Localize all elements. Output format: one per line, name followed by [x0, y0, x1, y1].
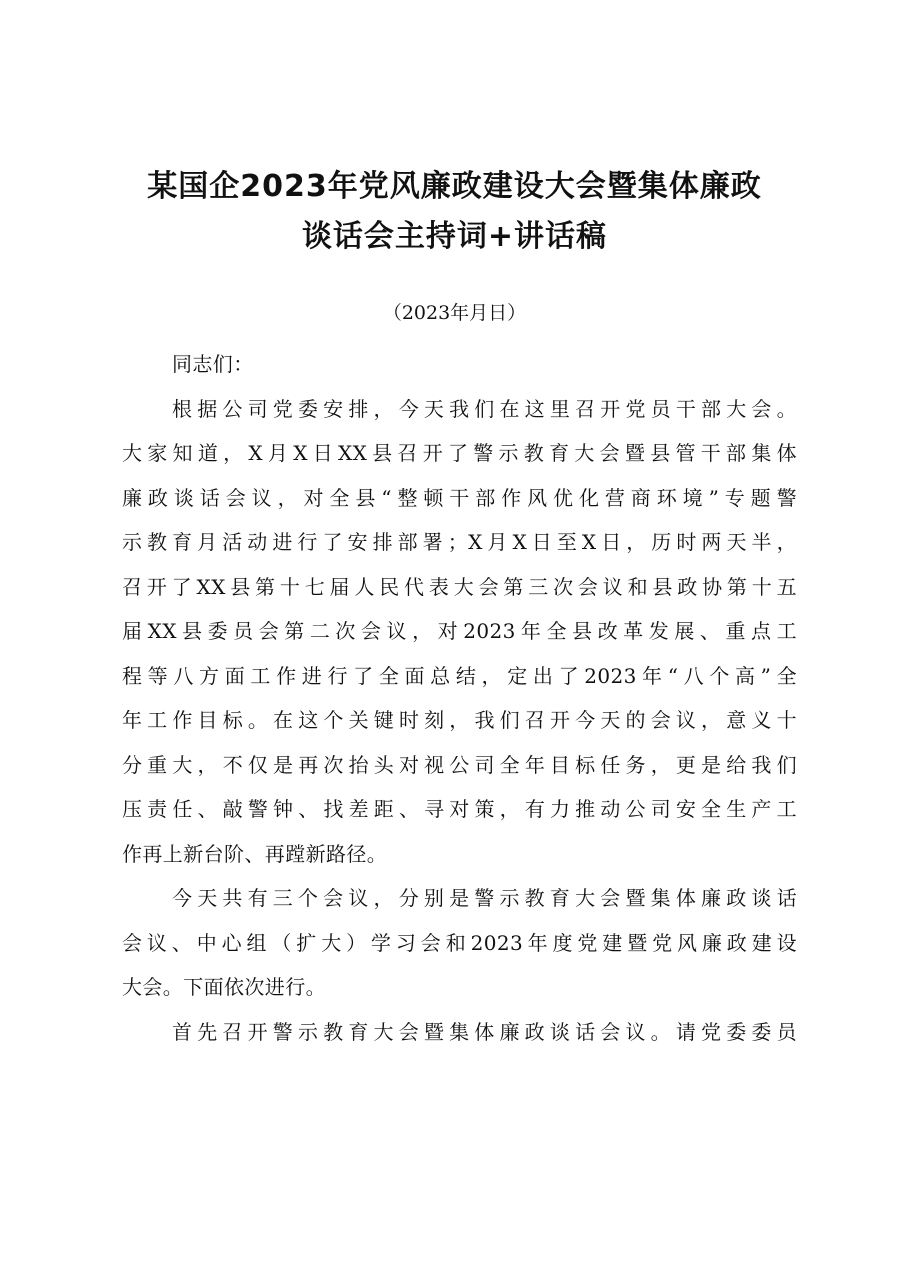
salutation: 同志们：: [172, 352, 254, 376]
paragraph-2-line: 大会。下面依次进行。: [122, 975, 326, 999]
document-title-line-2: 谈话会主持词+讲话稿: [301, 219, 608, 254]
paragraph-1-line: 示教育月活动进行了安排部署；X月X日至X日，历时两天半，: [122, 530, 797, 554]
paragraph-1-line: 作再上新台阶、再蹚新路径。: [122, 841, 388, 866]
paragraph-1-line: 届XX县委员会第二次会议，对2023年全县改革发展、重点工: [122, 619, 797, 643]
paragraph-1-line: 分重大，不仅是再次抬头对视公司全年目标任务，更是给我们: [122, 752, 797, 777]
document-title: [100, 162, 809, 262]
paragraph-3: [122, 1010, 797, 1055]
paragraph-2-line: 今天共有三个会议，分别是警示教育大会暨集体廉政谈话: [172, 886, 797, 910]
document-date: （2023年月日）: [382, 302, 527, 324]
paragraph-1-line: 年工作目标。在这个关键时刻，我们召开今天的会议，意义十: [122, 708, 797, 732]
paragraph-1-line: 召开了XX县第十七届人民代表大会第三次会议和县政协第十五: [122, 574, 797, 599]
paragraph-1-line: 程等八方面工作进行了全面总结，定出了2023年“八个高”全: [122, 663, 797, 688]
paragraph-1-line: 压责任、敲警钟、找差距、寻对策，有力推动公司安全生产工: [122, 797, 797, 821]
paragraph-2-line: 会议、中心组（扩大）学习会和2023年度党建暨党风廉政建设: [122, 930, 797, 955]
document-body: [122, 342, 797, 1054]
paragraph-3-line: 首先召开警示教育大会暨集体廉政谈话会议。请党委委员: [172, 1019, 797, 1044]
paragraph-1-line: 大家知道，X月X日XX县召开了警示教育大会暨县管干部集体: [122, 441, 797, 465]
document-title-line-1: 某国企2023年党风廉政建设大会暨集体廉政: [147, 169, 762, 204]
paragraph-1-line: 根据公司党委安排，今天我们在这里召开党员干部大会。: [172, 396, 797, 421]
paragraph-2: [122, 876, 797, 1010]
paragraph-1-line: 廉政谈话会议，对全县“整顿干部作风优化营商环境”专题警: [122, 485, 797, 510]
paragraph-1: [122, 387, 797, 877]
